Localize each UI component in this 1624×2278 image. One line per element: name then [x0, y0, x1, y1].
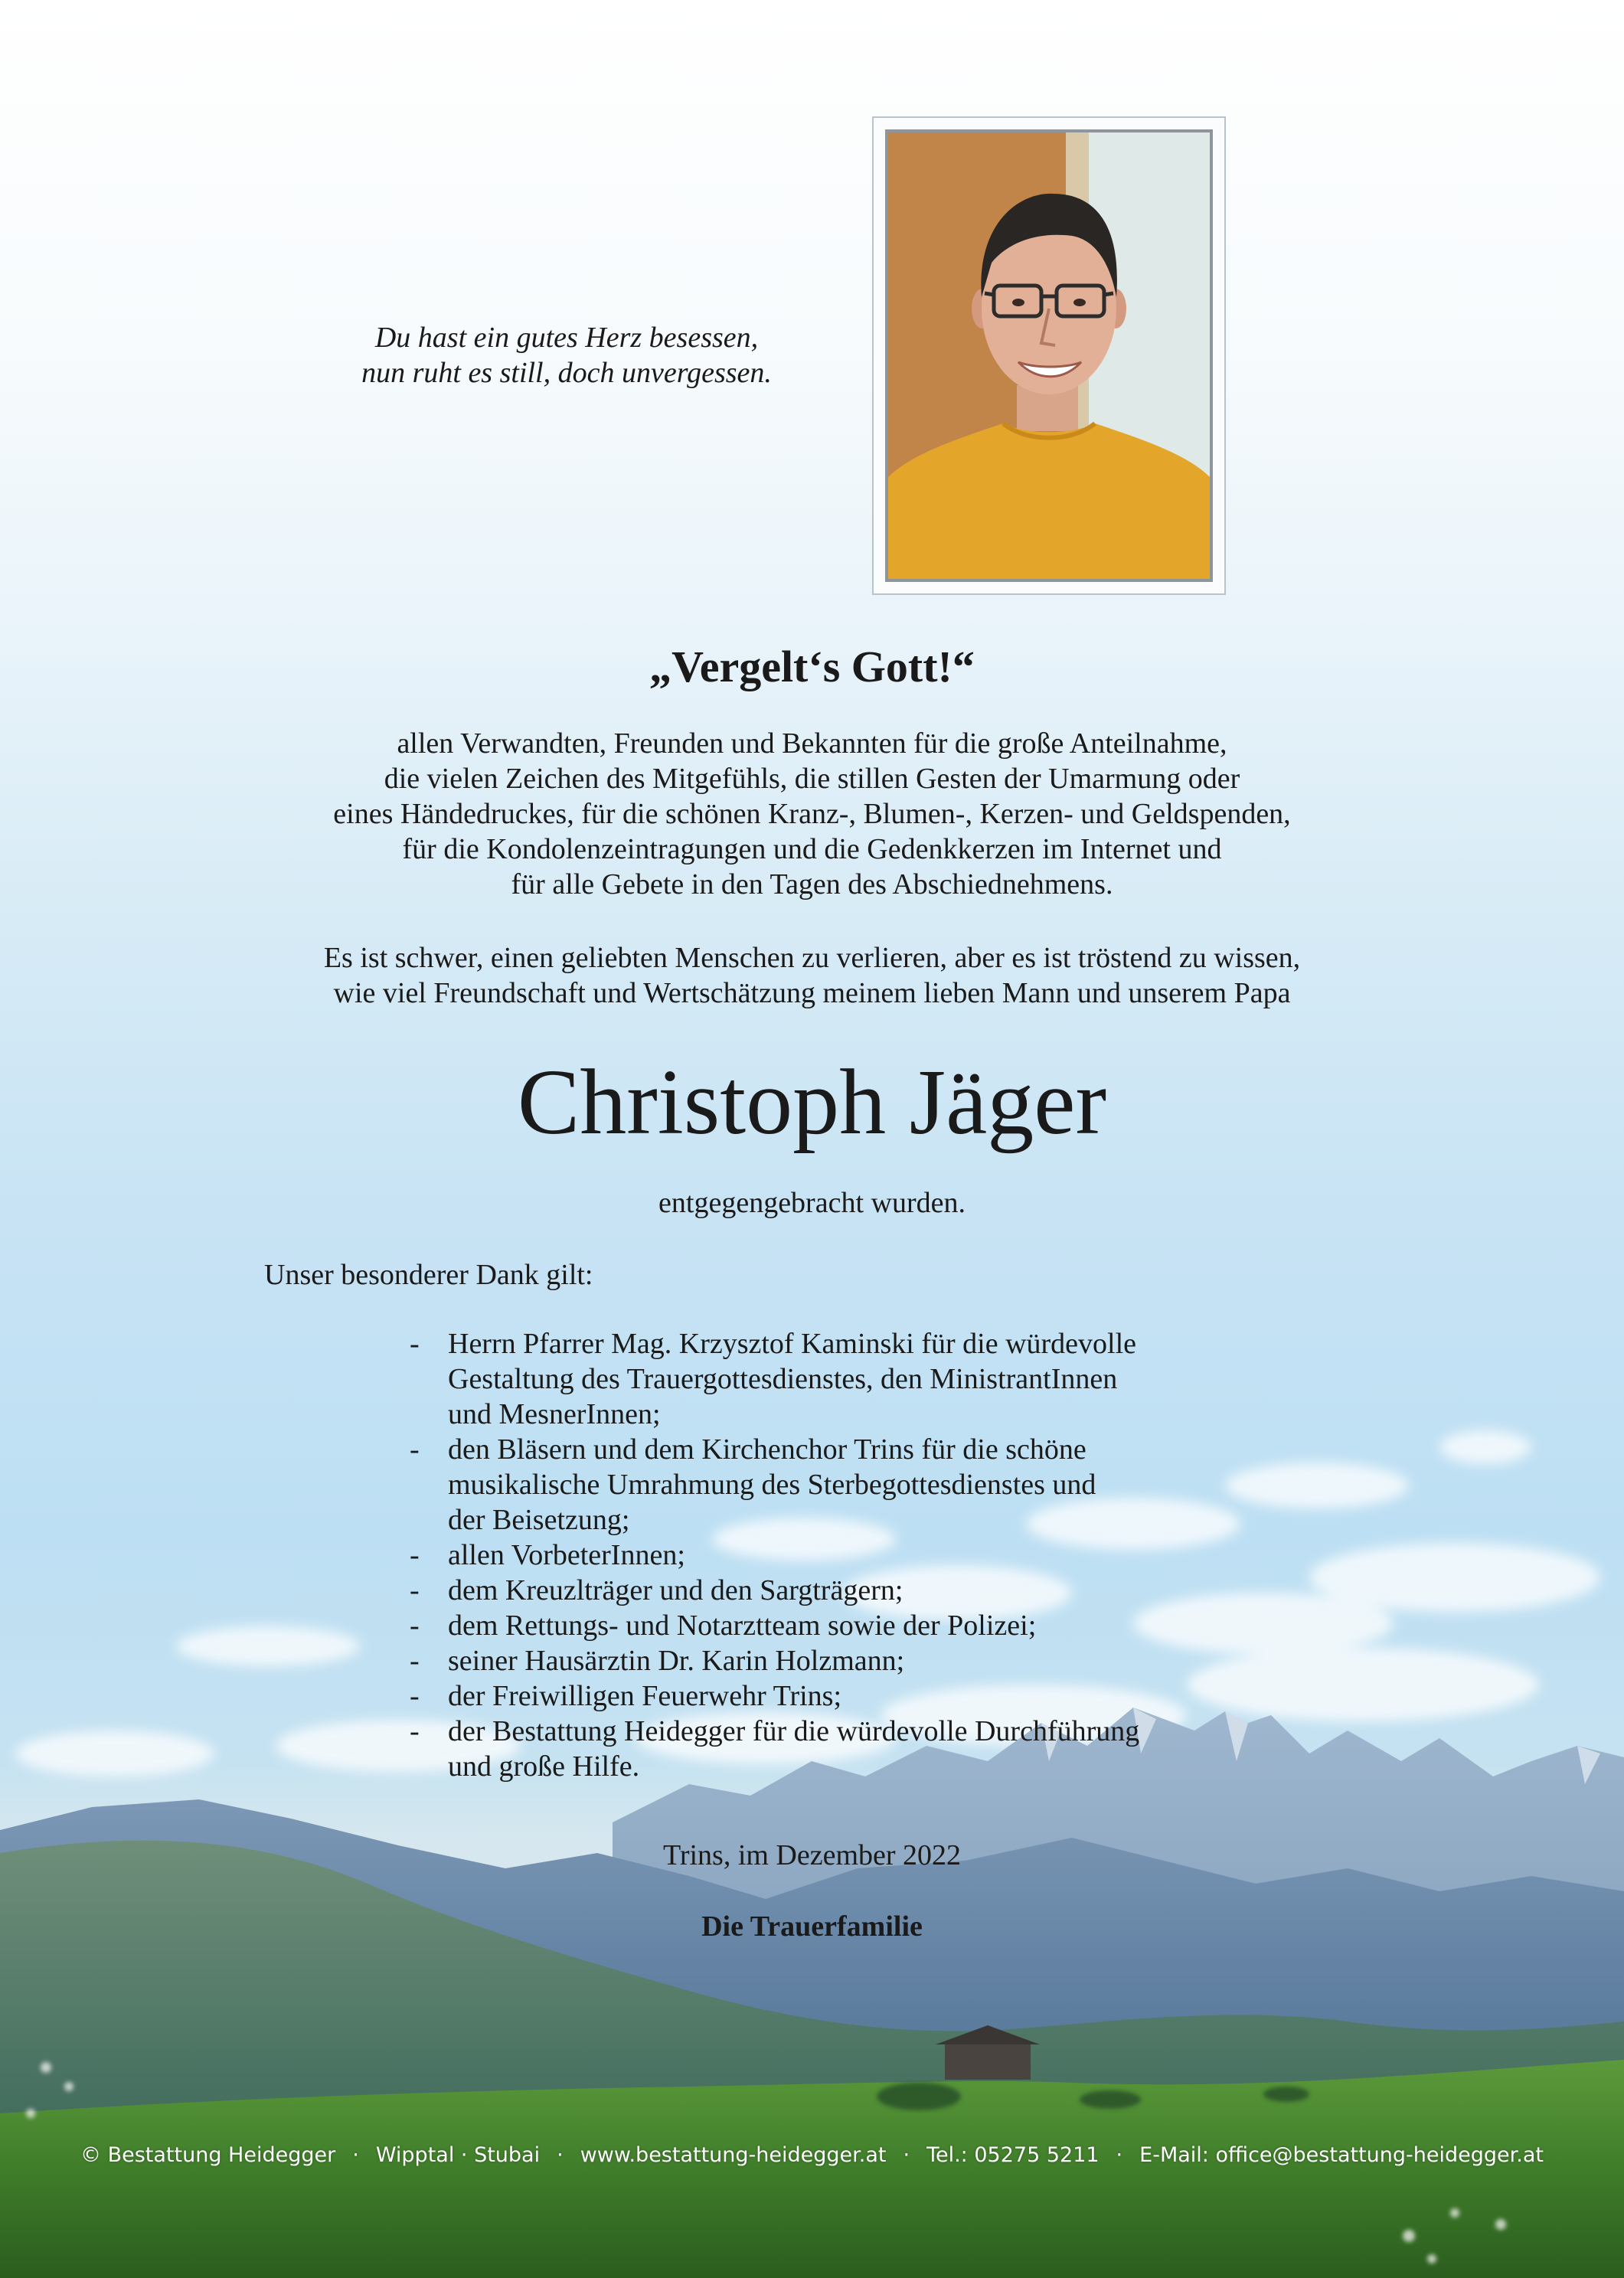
footer-region: Wipptal · Stubai	[375, 2143, 541, 2167]
special-thanks-item	[406, 1538, 1139, 1573]
special-thanks-line: der Freiwilligen Feuerwehr Trins;	[448, 1680, 842, 1712]
signature: Die Trauerfamilie	[701, 1910, 923, 1943]
footer-copyright: © Bestattung Heidegger	[80, 2143, 336, 2167]
list-dash: -	[410, 1645, 420, 1677]
special-thanks-line: und große Hilfe.	[448, 1750, 640, 1783]
place-date: Trins, im Dezember 2022	[662, 1839, 962, 1871]
footer-separator: ·	[352, 2143, 359, 2167]
list-dash: -	[410, 1539, 420, 1571]
special-thanks-line: seiner Hausärztin Dr. Karin Holzmann;	[448, 1645, 905, 1677]
list-dash: -	[410, 1680, 420, 1712]
special-thanks-line: und MesnerInnen;	[448, 1398, 661, 1430]
footer-phone[interactable]: Tel.: 05275 5211	[926, 2143, 1100, 2167]
special-thanks-item	[406, 1714, 1139, 1784]
paragraph-line: eines Händedruckes, für die schönen Kranz-, Blumen-, Kerzen- und Geldspenden,	[333, 798, 1291, 830]
paragraph-line: wie viel Freundschaft und Wertschätzung meinem lieben Mann und unserem Papa	[333, 977, 1291, 1009]
footer	[0, 2142, 1624, 2169]
special-thanks-list	[406, 1326, 1139, 1784]
special-thanks-intro: Unser besonderer Dank gilt:	[264, 1259, 593, 1291]
memorial-quote	[253, 320, 881, 391]
portrait-frame	[872, 116, 1226, 595]
footer-separator: ·	[557, 2143, 564, 2167]
special-thanks-line: der Beisetzung;	[448, 1504, 630, 1536]
special-thanks-item	[406, 1643, 1139, 1678]
special-thanks-line: Gestaltung des Trauergottesdienstes, den MinistrantInnen	[448, 1363, 1118, 1395]
special-thanks-line: Herrn Pfarrer Mag. Krzysztof Kaminski für die würdevolle	[448, 1328, 1137, 1360]
footer-separator: ·	[903, 2143, 910, 2167]
quote-line: nun ruht es still, doch unvergessen.	[361, 357, 772, 389]
list-dash: -	[410, 1433, 420, 1466]
special-thanks-item	[406, 1608, 1139, 1643]
deceased-name: Christoph Jäger	[517, 1051, 1107, 1154]
special-thanks-line: den Bläsern und dem Kirchenchor Trins für die schöne	[448, 1433, 1086, 1466]
special-thanks-line: dem Kreuzlträger und den Sargträgern;	[448, 1574, 903, 1606]
thanks-heading: „Vergelt‘s Gott!“	[649, 642, 975, 691]
paragraph-line: die vielen Zeichen des Mitgefühls, die stillen Gesten der Umarmung oder	[384, 763, 1240, 795]
special-thanks-item	[406, 1573, 1139, 1608]
comfort-paragraph	[0, 940, 1624, 1011]
special-thanks-item	[406, 1326, 1139, 1432]
paragraph-line: allen Verwandten, Freunden und Bekannten für die große Anteilnahme,	[397, 727, 1227, 760]
special-thanks-line: allen VorbeterInnen;	[448, 1539, 685, 1571]
special-thanks-line: musikalische Umrahmung des Sterbegottesdienstes und	[448, 1469, 1096, 1501]
portrait-image	[888, 132, 1210, 579]
quote-line: Du hast ein gutes Herz besessen,	[374, 322, 759, 354]
list-dash: -	[410, 1715, 420, 1747]
thanks-paragraph	[0, 726, 1624, 902]
list-dash: -	[410, 1328, 420, 1360]
paragraph-line: für die Kondolenzeintragungen und die Gedenkkerzen im Internet und	[402, 833, 1222, 865]
portrait-photo	[885, 129, 1213, 582]
special-thanks-line: der Bestattung Heidegger für die würdevolle Durchführung	[448, 1715, 1140, 1747]
footer-website[interactable]: www.bestattung-heidegger.at	[580, 2143, 887, 2167]
special-thanks-item	[406, 1432, 1139, 1538]
footer-email[interactable]: E-Mail: office@bestattung-heidegger.at	[1139, 2143, 1544, 2167]
special-thanks-line: dem Rettungs- und Notarztteam sowie der Polizei;	[448, 1610, 1037, 1642]
list-dash: -	[410, 1610, 420, 1642]
paragraph-line: für alle Gebete in den Tagen des Abschiednehmens.	[511, 868, 1113, 900]
paragraph-line: Es ist schwer, einen geliebten Menschen zu verlieren, aber es ist tröstend zu wissen,	[323, 942, 1301, 974]
special-thanks-item	[406, 1678, 1139, 1714]
list-dash: -	[410, 1574, 420, 1606]
after-name-text: entgegengebracht wurden.	[658, 1187, 966, 1219]
footer-separator: ·	[1116, 2143, 1123, 2167]
